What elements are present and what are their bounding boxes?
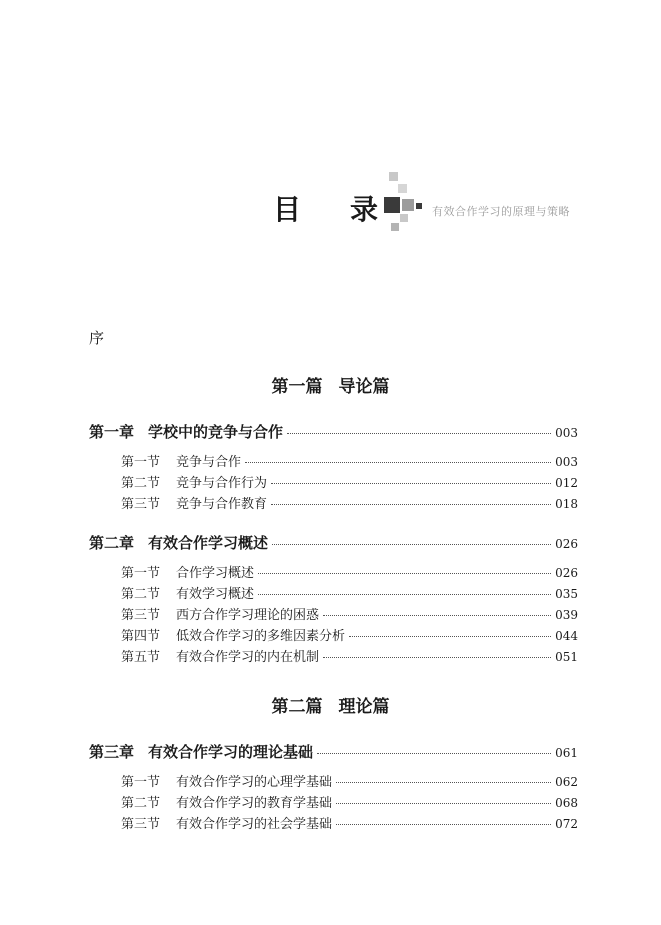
- chapter-title: 学校中的竞争与合作: [148, 423, 284, 441]
- toc-section-entry[interactable]: [121, 472, 578, 491]
- part-title: [0, 692, 661, 717]
- section-number: 第三节: [121, 497, 161, 512]
- page-number: 018: [555, 497, 578, 511]
- toc-section-entry[interactable]: [121, 604, 578, 623]
- toc-section-entry[interactable]: [121, 451, 578, 470]
- dot-leader: [336, 824, 551, 825]
- section-number: 第三节: [121, 608, 161, 623]
- page-number: 062: [555, 775, 578, 789]
- toc-section-entry[interactable]: [121, 771, 578, 790]
- dot-leader: [323, 657, 551, 658]
- section-number: 第一节: [121, 455, 161, 470]
- dot-leader: [323, 615, 551, 616]
- toc-section-entry[interactable]: [121, 493, 578, 512]
- dot-leader: [245, 462, 551, 463]
- section-number: 第二节: [121, 476, 161, 491]
- dot-leader: [336, 782, 551, 783]
- page-number: 012: [555, 476, 578, 490]
- section-title: 有效合作学习的教育学基础: [176, 796, 333, 811]
- section-title: 有效合作学习的内在机制: [176, 650, 320, 665]
- chapter-title: 有效合作学习的理论基础: [148, 743, 314, 761]
- section-title: 竞争与合作教育: [176, 497, 268, 512]
- page-number: 061: [555, 746, 578, 760]
- dot-leader: [271, 483, 551, 484]
- toc-subtitle: 有效合作学习的原理与策略: [432, 205, 570, 218]
- toc-section-entry[interactable]: [121, 562, 578, 581]
- page-number: 044: [555, 629, 578, 643]
- section-title: 竞争与合作行为: [176, 476, 268, 491]
- dot-leader: [258, 594, 551, 595]
- page-number: 026: [555, 537, 578, 551]
- section-title: 有效学习概述: [176, 587, 255, 602]
- part-name: 导论篇: [338, 377, 390, 397]
- section-number: 第一节: [121, 775, 161, 790]
- toc-header: [0, 172, 661, 242]
- toc-section-entry[interactable]: [121, 625, 578, 644]
- page-number: 026: [555, 566, 578, 580]
- section-number: 第四节: [121, 629, 161, 644]
- toc-section-entry[interactable]: [121, 813, 578, 832]
- section-number: 第五节: [121, 650, 161, 665]
- toc-section-entry[interactable]: [121, 792, 578, 811]
- dot-leader: [258, 573, 551, 574]
- page-number: 035: [555, 587, 578, 601]
- part-label: 第一篇: [271, 377, 323, 397]
- page-number: 068: [555, 796, 578, 810]
- section-title: 竞争与合作: [176, 455, 242, 470]
- toc-chapter-entry[interactable]: [89, 421, 578, 442]
- page-number: 039: [555, 608, 578, 622]
- part-label: 第二篇: [271, 697, 323, 717]
- dot-leader: [336, 803, 551, 804]
- preface-entry[interactable]: 序: [89, 329, 105, 347]
- section-title: 西方合作学习理论的困惑: [176, 608, 320, 623]
- page-number: 003: [555, 426, 578, 440]
- chapter-number: 第三章: [89, 743, 135, 761]
- toc-chapter-entry[interactable]: [89, 532, 578, 553]
- dot-leader: [271, 504, 551, 505]
- toc-title-char-1: 目: [273, 193, 302, 226]
- part-name: 理论篇: [338, 697, 390, 717]
- toc-title-char-2: 录: [350, 193, 379, 226]
- dot-leader: [272, 544, 551, 545]
- page-number: 051: [555, 650, 578, 664]
- section-title: 低效合作学习的多维因素分析: [176, 629, 346, 644]
- toc-chapter-entry[interactable]: [89, 741, 578, 762]
- toc-section-entry[interactable]: [121, 646, 578, 665]
- toc-section-entry[interactable]: [121, 583, 578, 602]
- dot-leader: [317, 753, 551, 754]
- section-title: 有效合作学习的社会学基础: [176, 817, 333, 832]
- section-number: 第一节: [121, 566, 161, 581]
- page-number: 003: [555, 455, 578, 469]
- dot-leader: [287, 433, 551, 434]
- section-number: 第二节: [121, 796, 161, 811]
- dot-leader: [349, 636, 551, 637]
- chapter-number: 第二章: [89, 534, 135, 552]
- chapter-title: 有效合作学习概述: [148, 534, 269, 552]
- section-number: 第三节: [121, 817, 161, 832]
- page-number: 072: [555, 817, 578, 831]
- part-title: [0, 372, 661, 397]
- chapter-number: 第一章: [89, 423, 135, 441]
- section-title: 合作学习概述: [176, 566, 255, 581]
- section-title: 有效合作学习的心理学基础: [176, 775, 333, 790]
- section-number: 第二节: [121, 587, 161, 602]
